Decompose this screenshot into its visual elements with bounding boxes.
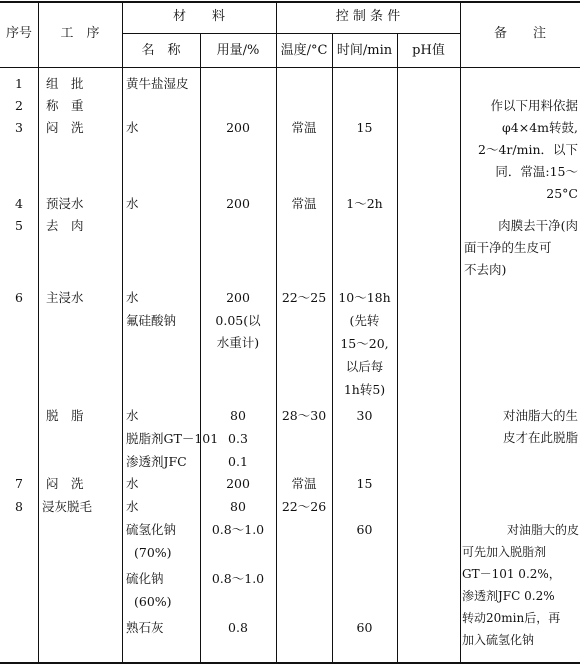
table-row-name: 渗透剂JFC: [126, 454, 187, 469]
table-row-amount: 200: [226, 476, 250, 491]
table-row-seq: 6: [15, 290, 23, 305]
header-temp: 温度/°C: [280, 43, 328, 58]
remark-line: 对油脂大的生: [502, 408, 578, 423]
remark-flesh-removal: [464, 215, 578, 281]
table-row-time: 60: [356, 522, 373, 537]
table-row-process: 组 批: [46, 76, 84, 91]
col-rule-2: [122, 2, 123, 663]
table-row-amount: 0.8～1.0: [211, 522, 265, 537]
table-row-temp: 22～26: [281, 499, 327, 514]
table-row-name: 水: [126, 120, 139, 135]
remark-line: 作以下用料依据: [490, 98, 578, 113]
table-row-process: 主浸水: [46, 290, 84, 305]
remark-line: 同．常温:15～25°C: [495, 164, 578, 201]
table-row-seq: 8: [15, 499, 23, 514]
remark-line: 皮才在此脱脂: [502, 430, 578, 445]
col-rule-4: [276, 2, 277, 663]
table-row-time: 1～2h: [346, 196, 383, 211]
table-row-amount: 0.8～1.0: [211, 571, 265, 586]
table-row-temp: 常温: [291, 476, 317, 491]
remark-line: 加入硫氢化钠: [462, 633, 535, 647]
table-row-amount: 0.8: [228, 620, 248, 635]
table-row-name: 氟硅酸钠: [126, 313, 177, 328]
table-row-time: 1h转5): [343, 382, 386, 397]
table-row-name: 硫氢化钠: [126, 522, 177, 537]
table-row-amount: 0.05(以: [215, 313, 261, 328]
table-row-amount: 水重计): [216, 335, 260, 350]
header-bottom-rule: [0, 67, 580, 68]
table-row-seq: 5: [15, 218, 23, 233]
header-time: 时间/min: [336, 43, 393, 58]
remark-line: 肉膜去干净(肉: [498, 218, 578, 233]
table-row-name: (60%): [134, 594, 172, 609]
table-row-process: 闷 洗: [46, 476, 84, 491]
table-row-amount: 200: [226, 290, 250, 305]
table-top-rule: [0, 1, 580, 3]
table-row-temp: 28～30: [281, 408, 327, 423]
table-row-process: 预浸水: [46, 196, 84, 211]
header-amount: 用量/%: [216, 43, 260, 58]
table-row-name: 水: [126, 499, 139, 514]
remark-liming: [462, 519, 579, 651]
table-row-time: 30: [356, 408, 373, 423]
header-process: 工 序: [60, 26, 100, 41]
remark-line: 渗透剂JFC 0.2%: [462, 589, 555, 603]
table-row-seq: 1: [15, 76, 23, 91]
remark-line: 可先加入脱脂剂: [462, 545, 547, 559]
header-mid-rule: [122, 33, 460, 34]
table-row-name: 水: [126, 476, 139, 491]
table-row-amount: 80: [230, 408, 246, 423]
remark-line: 不去肉): [464, 262, 507, 277]
table-row-amount: 80: [230, 499, 246, 514]
table-row-time: 10～18h: [338, 290, 391, 305]
table-row-name: 熟石灰: [126, 620, 164, 635]
table-row-process: 闷 洗: [46, 120, 84, 135]
table-row-seq: 2: [15, 98, 23, 113]
table-row-amount: 0.3: [228, 431, 248, 446]
table-row-time: 60: [356, 620, 373, 635]
table-row-temp: 常温: [291, 196, 317, 211]
header-materials: 材 料: [172, 9, 225, 24]
table-row-name: 黄牛盐湿皮: [126, 76, 189, 91]
table-row-name: 硫化钠: [126, 571, 164, 586]
table-row-name: 脱脂剂GT－101: [126, 431, 219, 446]
table-row-process: 去 肉: [46, 218, 84, 233]
table-row-amount: 200: [226, 196, 250, 211]
table-row-time: (先转: [349, 313, 380, 328]
table-row-time: 以后每: [345, 359, 384, 374]
table-row-seq: 7: [15, 476, 23, 491]
remark-line: GT－101 0.2%，: [462, 567, 561, 581]
table-row-seq: 4: [15, 196, 23, 211]
col-rule-6: [397, 33, 398, 663]
table-row-process: 脱 脂: [46, 408, 84, 423]
table-row-amount: 0.1: [228, 454, 248, 469]
remark-line: 面干净的生皮可: [464, 240, 552, 255]
table-row-time: 15: [356, 476, 373, 491]
remark-line: 转动20min后，再: [462, 611, 561, 625]
table-row-time: 15: [356, 120, 373, 135]
remark-line: φ4×4m转鼓,: [502, 120, 578, 135]
table-row-name: 水: [126, 408, 139, 423]
table-row-name: 水: [126, 196, 139, 211]
table-row-process: 浸灰脱毛: [42, 499, 93, 514]
remark-degreasing: [464, 405, 578, 449]
remark-drum-spec: [464, 95, 578, 205]
table-row-name: (70%): [134, 545, 172, 560]
table-row-name: 水: [126, 290, 139, 305]
table-row-process: 称 重: [46, 98, 84, 113]
remark-line: 对油脂大的皮: [506, 523, 579, 537]
col-rule-1: [38, 2, 39, 663]
table-bottom-rule: [0, 662, 580, 664]
table-row-temp: 常温: [291, 120, 317, 135]
table-row-seq: 3: [15, 120, 23, 135]
table-row-temp: 22～25: [281, 290, 327, 305]
header-seq: 序号: [5, 26, 32, 41]
remark-line: 2～4r/min．以下: [478, 142, 578, 157]
header-remarks: 备 注: [493, 26, 546, 41]
table-row-amount: 200: [226, 120, 250, 135]
header-ph: pH值: [412, 43, 445, 58]
col-rule-7: [460, 2, 461, 663]
header-control: 控 制 条 件: [335, 9, 401, 24]
header-name: 名 称: [141, 43, 181, 58]
table-row-time: 15～20,: [340, 336, 389, 351]
